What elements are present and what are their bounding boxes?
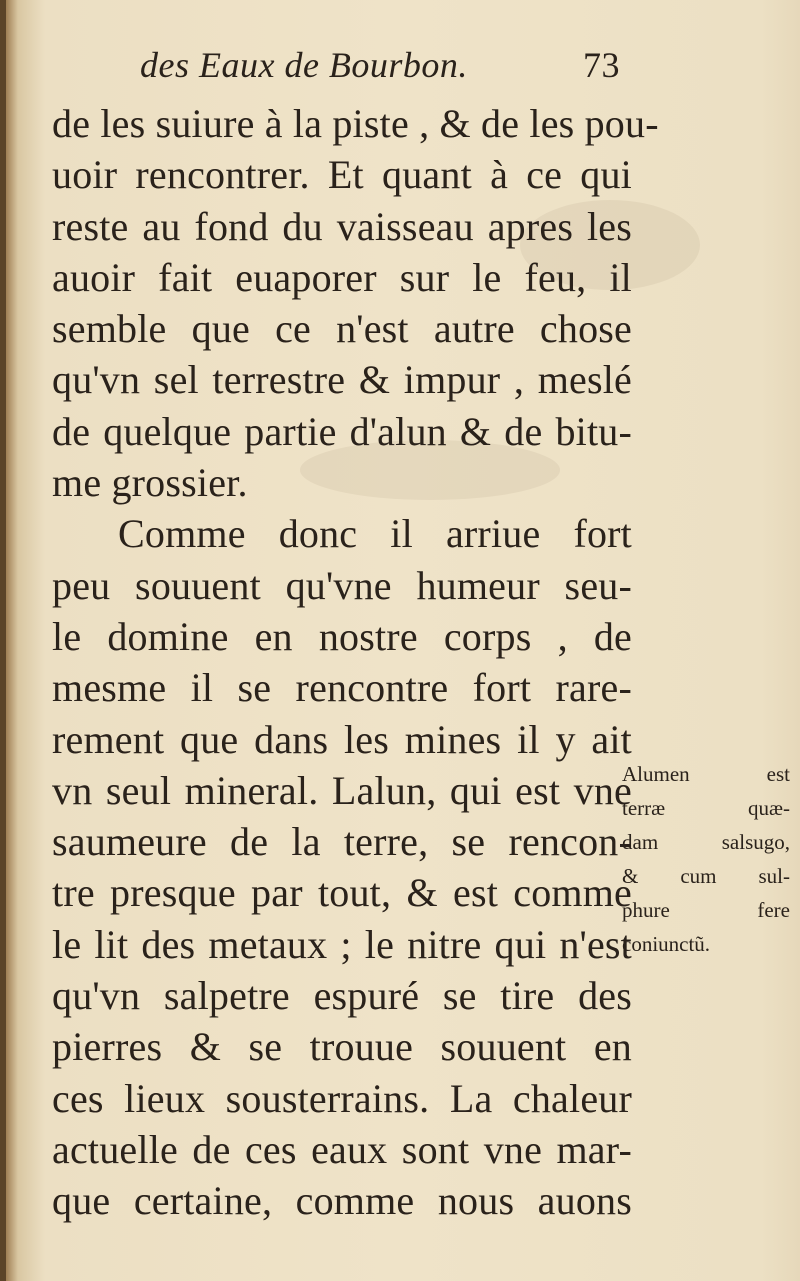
text-line: me grossier. xyxy=(52,460,248,506)
text-line: pierres & se trouue souuent en xyxy=(52,1024,632,1070)
text-line: le lit des metaux ; le nitre qui n'est xyxy=(52,921,632,967)
marginal-note-line: Alumen est xyxy=(622,762,790,786)
text-line: mesme il se rencontre fort rare- xyxy=(52,665,632,711)
text-line: de les suiure à la piste , & de les pou- xyxy=(52,101,659,146)
paragraph-start-line: Comme donc il arriue fort xyxy=(118,511,632,557)
text-line: actuelle de ces eaux sont vne mar- xyxy=(52,1126,632,1172)
body-text xyxy=(52,98,659,1227)
text-line: tre presque par tout, & est comme xyxy=(52,870,632,916)
text-line: reste au fond du vaisseau apres les xyxy=(52,203,632,249)
marginal-note-line: phure fere xyxy=(622,898,790,922)
text-line: rement que dans les mines il y ait xyxy=(52,716,632,762)
marginal-note-line: & cum sul- xyxy=(622,864,790,888)
text-line: qu'vn sel terrestre & impur , meslé xyxy=(52,357,632,403)
marginal-note-line: coniunctũ. xyxy=(622,932,711,956)
text-line: ces lieux sousterrains. La chaleur xyxy=(52,1075,632,1121)
text-line: que certaine, comme nous auons xyxy=(52,1178,632,1224)
text-line: le domine en nostre corps , de xyxy=(52,613,632,659)
text-line: vn seul mineral. Lalun, qui est vne xyxy=(52,767,632,813)
text-line: semble que ce n'est autre chose xyxy=(52,306,632,352)
running-title: des Eaux de Bourbon. xyxy=(140,45,468,85)
text-line: auoir fait euaporer sur le feu, il xyxy=(52,254,632,300)
text-line: qu'vn salpetre espuré se tire des xyxy=(52,973,632,1019)
marginal-note-line: dam salsugo, xyxy=(622,830,790,854)
text-line: saumeure de la terre, se rencon- xyxy=(52,819,632,865)
text-line: de quelque partie d'alun & de bitu- xyxy=(52,408,632,454)
page-number: 73 xyxy=(583,45,620,85)
book-gutter xyxy=(0,0,6,1281)
marginal-note-line: terræ quæ- xyxy=(622,796,790,820)
running-header xyxy=(140,44,620,96)
marginal-note xyxy=(622,757,790,961)
text-line: uoir rencontrer. Et quant à ce qui xyxy=(52,152,632,198)
text-line: peu souuent qu'vne humeur seu- xyxy=(52,562,632,608)
